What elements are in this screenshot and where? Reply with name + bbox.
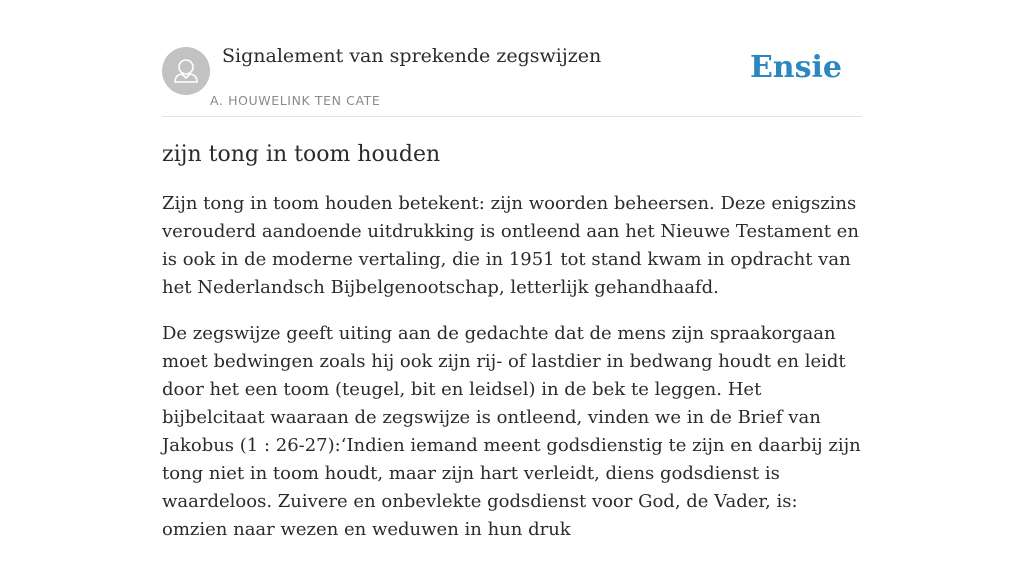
user-placeholder-icon-graphic — [162, 47, 210, 95]
author-link[interactable]: A. HOUWELINK TEN CATE — [210, 93, 381, 108]
entry-paragraph: De zegswijze geeft uiting aan de gedachte dat de mens zijn spraakorgaan moet bedwingen zoals hij ook zijn rij- of lastdier in bedwang houdt en leidt door het een toom (teugel, bit en leidsel) in de bek te leggen. Het bijbelcitaat waaraan de zegswijze is ontleend, vinden we in de Brief van Jakobus (1 : 26-27):‘Indien iemand meent godsdienstig te zijn en daarbij zijn tong niet in toom houdt, maar zijn hart verleidt, diens godsdienst is waardeloos. Zuivere en onbevlekte godsdienst voor God, de Vader, is: omzien naar wezen en weduwen in hun druk — [162, 323, 861, 540]
user-placeholder-icon — [162, 47, 210, 95]
book-title[interactable]: Signalement van sprekende zegswijzen — [222, 45, 602, 67]
header — [162, 0, 862, 117]
entry-paragraph: Zijn tong in toom houden betekent: zijn woorden beheersen. Deze enigszins verouderd aandoende uitdrukking is ontleend aan het Nieuwe Testament en is ook in de moderne vertaling, die in 1951 tot stand kwam in opdracht van het Nederlandsch Bijbelgenootschap, letterlijk gehandhaafd. — [162, 193, 859, 298]
entry-title: zijn tong in toom houden — [162, 142, 441, 167]
ensie-logo[interactable]: Ensie — [749, 50, 842, 85]
entry-content — [162, 138, 862, 562]
